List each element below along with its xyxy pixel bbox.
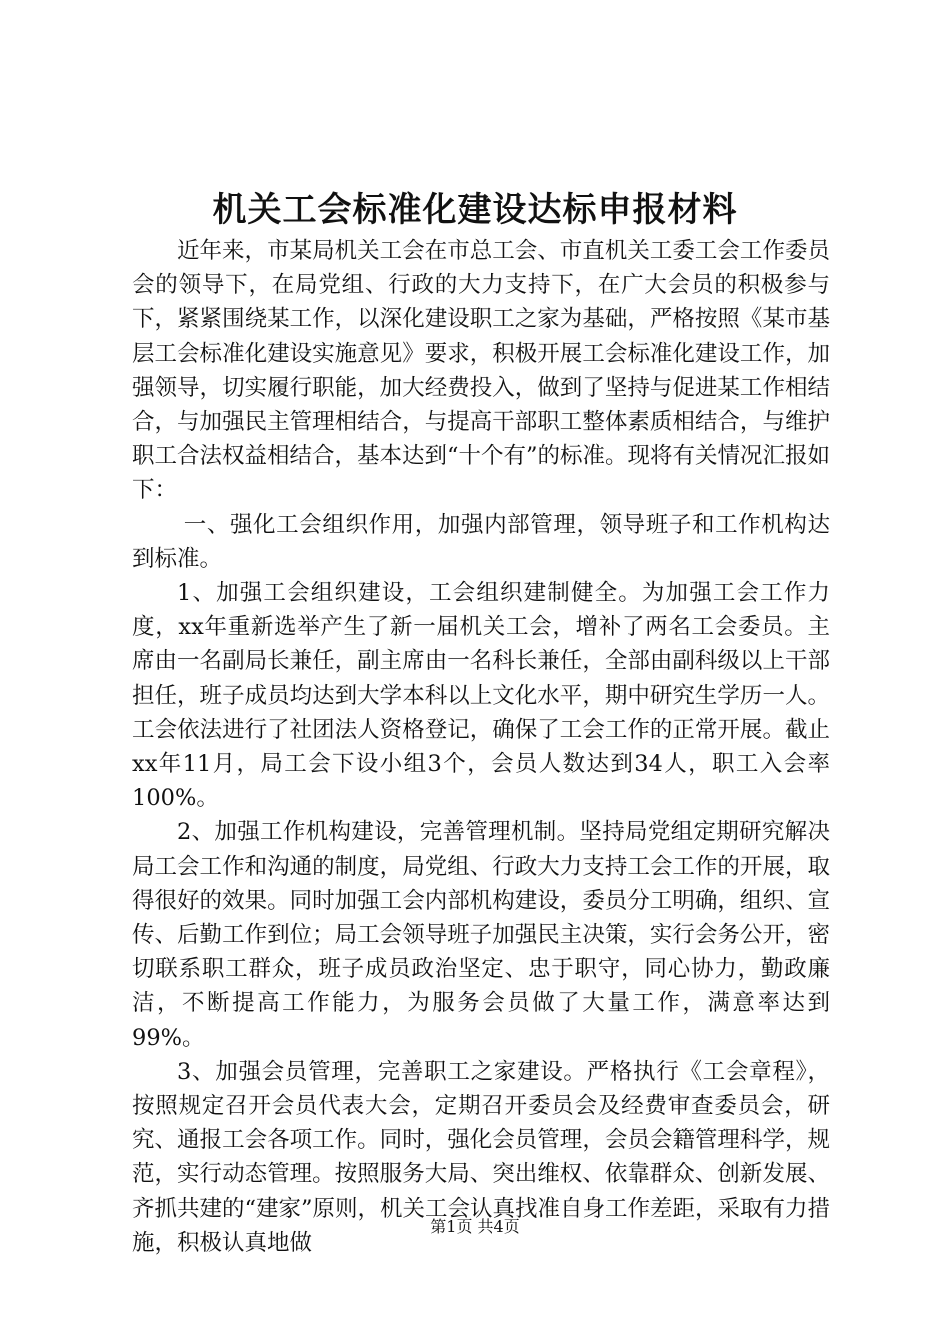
document-title: 机关工会标准化建设达标申报材料 bbox=[212, 190, 738, 230]
document-body bbox=[132, 234, 830, 1260]
paragraph-item-2: 2、加强工作机构建设，完善管理机制。坚持局党组定期研究解决局工会工作和沟通的制度，局党组、行政大力支持工会工作的开展，取得很好的效果。同时加强工会内部机构建设，委员分工明确，组织、宣传、后勤工作到位；局工会领导班子加强民主决策，实行会务公开，密切联系职工群众，班子成员政治坚定、忠于职守，同心协力，勤政廉洁，不断提高工作能力，为服务会员做了大量工作，满意率达到99%。 bbox=[132, 819, 830, 1051]
paragraph-item-3: 3、加强会员管理，完善职工之家建设。严格执行《工会章程》，按照规定召开会员代表大会，定期召开委员会及经费审查委员会，研究、通报工会各项工作。同时，强化会员管理，会员会籍管理科学，规范，实行动态管理。按照服务大局、突出维权、依靠群众、创新发展、齐抓共建的“建家”原则，机关工会认真找准自身工作差距，采取有力措施，积极认真地做 bbox=[132, 1058, 831, 1256]
page-number-footer: 第1页 共4页 bbox=[430, 1217, 520, 1236]
paragraph-item-1: 1、加强工会组织建设，工会组织建制健全。为加强工会工作力度，xx年重新选举产生了新一届机关工会，增补了两名工会委员。主席由一名副局长兼任，副主席由一名科长兼任，全部由副科级以上干部担任，班子成员均达到大学本科以上文化水平，期中研究生学历一人。工会依法进行了社团法人资格登记，确保了工会工作的正常开展。截止xx年11月，局工会下设小组3个，会员人数达到34人，职工入会率100%。 bbox=[132, 580, 830, 812]
section-heading-1: 一、强化工会组织作用，加强内部管理，领导班子和工作机构达到标准。 bbox=[132, 511, 830, 572]
paragraph-intro: 近年来，市某局机关工会在市总工会、市直机关工委工会工作委员会的领导下，在局党组、行政的大力支持下，在广大会员的积极参与下，紧紧围绕某工作，以深化建设职工之家为基础，严格按照《某市基层工会标准化建设实施意见》要求，积极开展工会标准化建设工作，加强领导，切实履行职能，加大经费投入，做到了坚持与促进某工作相结合，与加强民主管理相结合，与提高干部职工整体素质相结合，与维护职工合法权益相结合，基本达到“十个有”的标准。现将有关情况汇报如下： bbox=[132, 238, 831, 504]
